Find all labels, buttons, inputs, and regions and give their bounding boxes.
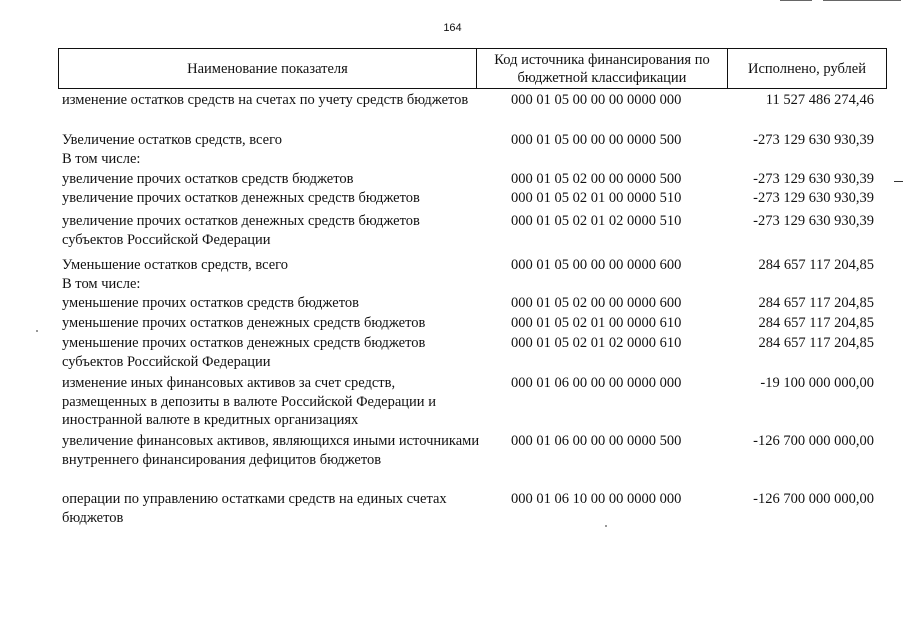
row-name: уменьшение прочих остатков средств бюджетов [62, 295, 359, 311]
table-row [62, 256, 887, 275]
row-name: изменение иных финансовых активов за счет средств, размещенных в депозиты в валюте Российской Федерации и иностранной валюте в кредитных организациях [62, 375, 436, 428]
row-name: увеличение прочих остатков средств бюджетов [62, 171, 354, 187]
row-value [697, 275, 887, 294]
row-value: -273 129 630 930,39 [753, 132, 874, 148]
column-header-executed: Исполнено, рублей [748, 60, 866, 77]
row-code: 000 01 06 10 00 00 0000 000 [511, 491, 682, 507]
scan-marks [775, 0, 905, 3]
row-name: увеличение финансовых активов, являющихся иными источниками внутреннего финансирования дефицитов бюджетов [62, 433, 480, 468]
row-value: 284 657 117 204,85 [758, 315, 874, 331]
scan-speck [36, 330, 38, 332]
row-code: 000 01 05 00 00 00 0000 500 [511, 132, 682, 148]
row-name: операции по управлению остатками средств на единых счетах бюджетов [62, 491, 447, 526]
row-code: 000 01 06 00 00 00 0000 000 [511, 375, 682, 391]
row-code: 000 01 06 00 00 00 0000 500 [511, 433, 682, 449]
table-row [62, 374, 887, 432]
table-row [62, 212, 887, 256]
table-row [62, 314, 887, 334]
row-name: В том числе: [62, 276, 141, 292]
row-value: 284 657 117 204,85 [758, 335, 874, 351]
column-header-name: Наименование показателя [59, 49, 477, 88]
row-name: уменьшение прочих остатков денежных средств бюджетов [62, 315, 426, 331]
row-name: В том числе: [62, 151, 141, 167]
row-code: 000 01 05 02 00 00 0000 600 [511, 295, 682, 311]
row-name: изменение остатков средств на счетах по учету средств бюджетов [62, 92, 469, 108]
row-value: -19 100 000 000,00 [760, 375, 874, 391]
row-value: -273 129 630 930,39 [753, 213, 874, 229]
row-code: 000 01 05 00 00 00 0000 000 [511, 92, 682, 108]
table-row [62, 294, 887, 314]
table-row [62, 189, 887, 212]
page-number: 164 [443, 22, 462, 34]
row-code: 000 01 05 02 01 00 0000 510 [511, 190, 682, 206]
row-value: 284 657 117 204,85 [758, 295, 874, 311]
column-header-code: Код источника финансирования по бюджетной классификации [477, 49, 728, 88]
table-row [62, 91, 887, 131]
table-row [62, 275, 887, 294]
row-name: Уменьшение остатков средств, всего [62, 257, 288, 273]
table-row [62, 334, 887, 374]
row-value: 284 657 117 204,85 [758, 257, 874, 273]
row-code: 000 01 05 02 00 00 0000 500 [511, 171, 682, 187]
row-value: -126 700 000 000,00 [753, 433, 874, 449]
row-name: увеличение прочих остатков денежных средств бюджетов [62, 190, 420, 206]
row-name: Увеличение остатков средств, всего [62, 132, 282, 148]
row-code: 000 01 05 02 01 02 0000 510 [511, 213, 682, 229]
row-name: увеличение прочих остатков денежных средств бюджетов субъектов Российской Федерации [62, 213, 420, 248]
table-row [62, 131, 887, 150]
scan-mark-dash [894, 181, 903, 182]
table-header [58, 48, 887, 89]
table-row [62, 170, 887, 189]
row-value [697, 150, 887, 170]
row-code: 000 01 05 02 01 02 0000 610 [511, 335, 682, 351]
table-body [62, 91, 887, 530]
row-code: 000 01 05 02 01 00 0000 610 [511, 315, 682, 331]
row-name: уменьшение прочих остатков денежных средств бюджетов субъектов Российской Федерации [62, 335, 426, 370]
table-row [62, 432, 887, 490]
row-code: 000 01 05 00 00 00 0000 600 [511, 257, 682, 273]
row-value: -273 129 630 930,39 [753, 171, 874, 187]
table-row [62, 490, 887, 530]
row-value: 11 527 486 274,46 [765, 92, 874, 108]
table-row [62, 150, 887, 170]
row-value: -126 700 000 000,00 [753, 491, 874, 507]
row-code [482, 275, 697, 294]
row-value: -273 129 630 930,39 [753, 190, 874, 206]
row-code [482, 150, 697, 170]
